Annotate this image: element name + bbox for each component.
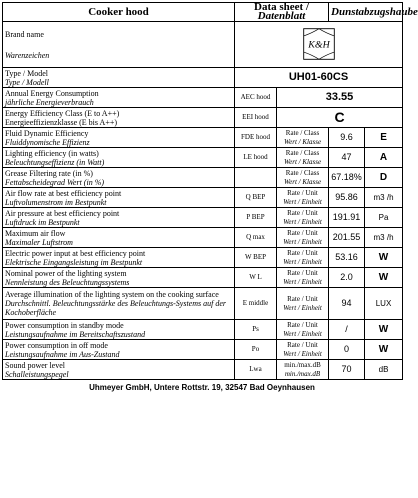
- brand-label: Brand name Warenzeichen: [3, 22, 235, 68]
- spec-value: 94: [329, 288, 365, 320]
- spec-unit-or-class: W: [365, 248, 403, 268]
- spec-symbol: Q max: [235, 228, 277, 248]
- spec-unit: Rate / Unit Wert / Einheit: [277, 208, 329, 228]
- spec-row: [3, 288, 403, 320]
- spec-unit: Rate / Class Wert / Klasse: [277, 128, 329, 148]
- spec-label: Power consumption in standby mode Leistungsaufnahme im Bereitschaftszustand: [3, 320, 235, 340]
- spec-unit-or-class: W: [365, 340, 403, 360]
- spec-table: [2, 1, 418, 380]
- spec-value: 47: [329, 148, 365, 168]
- spec-row: [3, 188, 403, 208]
- aec-symbol: AEC hood: [235, 88, 277, 108]
- spec-row: [3, 248, 403, 268]
- spec-symbol: Q BEP: [235, 188, 277, 208]
- spec-symbol: W L: [235, 268, 277, 288]
- spec-unit: Rate / Unit Wert / Einheit: [277, 288, 329, 320]
- spec-unit: Rate / Unit Wert / Einheit: [277, 340, 329, 360]
- spec-value: 9.6: [329, 128, 365, 148]
- spec-symbol: W BEP: [235, 248, 277, 268]
- spec-row: [3, 340, 403, 360]
- spec-unit-or-class: D: [365, 168, 403, 188]
- spec-row: [3, 128, 403, 148]
- spec-unit: Rate / Unit Wert / Einheit: [277, 188, 329, 208]
- spec-unit: min./max.dB min./max.dB: [277, 360, 329, 380]
- spec-row: [3, 268, 403, 288]
- spec-label: Grease Filtering rate (in %) Fettabscheidegrad Wert (in %): [3, 168, 235, 188]
- spec-value: /: [329, 320, 365, 340]
- spec-unit: Rate / Class Wert / Klasse: [277, 168, 329, 188]
- spec-value: 67.18%: [329, 168, 365, 188]
- spec-unit-or-class: Pa: [365, 208, 403, 228]
- brand-row: [3, 22, 403, 68]
- type-value: UH01-60CS: [235, 68, 403, 88]
- title: Cooker hood: [3, 3, 235, 22]
- spec-symbol: [235, 168, 277, 188]
- spec-unit-or-class: dB: [365, 360, 403, 380]
- spec-unit-or-class: m3 /h: [365, 228, 403, 248]
- spec-label: Air pressure at best efficiency point Luftdruck im Bestpunkt: [3, 208, 235, 228]
- spec-row: [3, 228, 403, 248]
- spec-unit: Rate / Class Wert / Klasse: [277, 148, 329, 168]
- spec-value: 53.16: [329, 248, 365, 268]
- spec-label: Lighting efficiency (in watts) Beleuchtungseffizienz (in Watt): [3, 148, 235, 168]
- title-de: Dunstabzugshaube: [329, 3, 403, 22]
- spec-label: Average illumination of the lighting system on the cooking surface Durchschnittl. Beleuchtungsstärke des Beleuchtungs-Systems auf der Kochoberfläche: [3, 288, 235, 320]
- spec-value: 95.86: [329, 188, 365, 208]
- spec-row: [3, 360, 403, 380]
- spec-unit: Rate / Unit Wert / Einheit: [277, 320, 329, 340]
- spec-symbol: LE hood: [235, 148, 277, 168]
- data-sheet: [2, 1, 418, 392]
- spec-row: [3, 320, 403, 340]
- eei-label: Energy Efficiency Class (E to A++) Energieeffizienzklasse (E bis A++): [3, 108, 235, 128]
- spec-unit-or-class: W: [365, 268, 403, 288]
- spec-label: Nominal power of the lighting system Nennleistung des Beleuchtungssystems: [3, 268, 235, 288]
- spec-symbol: FDE hood: [235, 128, 277, 148]
- spec-row: [3, 168, 403, 188]
- spec-label: Power consumption in off mode Leistungsaufnahme im Aus-Zustand: [3, 340, 235, 360]
- spec-unit-or-class: LUX: [365, 288, 403, 320]
- spec-value: 201.55: [329, 228, 365, 248]
- spec-unit-or-class: A: [365, 148, 403, 168]
- spec-label: Maximum air flow Maximaler Luftstrom: [3, 228, 235, 248]
- brand-logo-cell: [235, 22, 403, 68]
- aec-value: 33.55: [277, 88, 403, 108]
- svg-text:K&H: K&H: [307, 39, 330, 51]
- footer-address: Uhmeyer GmbH, Untere Rottstr. 19, 32547 Bad Oeynhausen: [89, 383, 315, 392]
- spec-value: 2.0: [329, 268, 365, 288]
- aec-row: [3, 88, 403, 108]
- spec-symbol: Po: [235, 340, 277, 360]
- header-row: [3, 3, 403, 22]
- brand-logo: [301, 26, 337, 62]
- spec-label: Air flow rate at best efficiency point Luftvolumenstrom im Bestpunkt: [3, 188, 235, 208]
- type-label: Type / Model Type / Modell: [3, 68, 235, 88]
- aec-label: Annual Energy Consumption jährliche Energieverbrauch: [3, 88, 235, 108]
- spec-symbol: P BEP: [235, 208, 277, 228]
- type-row: [3, 68, 403, 88]
- eei-value: C: [277, 108, 403, 128]
- spec-label: Sound power level Schalleistungspegel: [3, 360, 235, 380]
- spec-value: 191.91: [329, 208, 365, 228]
- eei-row: [3, 108, 403, 128]
- spec-row: [3, 148, 403, 168]
- eei-symbol: EEI hood: [235, 108, 277, 128]
- spec-label: Electric power input at best efficiency point Elektrische Eingangsleistung im Bestpunkt: [3, 248, 235, 268]
- spec-unit-or-class: W: [365, 320, 403, 340]
- spec-unit: Rate / Unit Wert / Einheit: [277, 228, 329, 248]
- spec-unit-or-class: m3 /h: [365, 188, 403, 208]
- spec-symbol: Ps: [235, 320, 277, 340]
- spec-symbol: Lwa: [235, 360, 277, 380]
- spec-unit: Rate / Unit Wert / Einheit: [277, 268, 329, 288]
- spec-value: 70: [329, 360, 365, 380]
- spec-unit: Rate / Unit Wert / Einheit: [277, 248, 329, 268]
- spec-value: 0: [329, 340, 365, 360]
- datasheet-title: Data sheet / Datenblatt: [235, 3, 329, 22]
- spec-symbol: E middle: [235, 288, 277, 320]
- spec-row: [3, 208, 403, 228]
- spec-unit-or-class: E: [365, 128, 403, 148]
- spec-label: Fluid Dynamic Efficiency Fluiddynomische Effizienz: [3, 128, 235, 148]
